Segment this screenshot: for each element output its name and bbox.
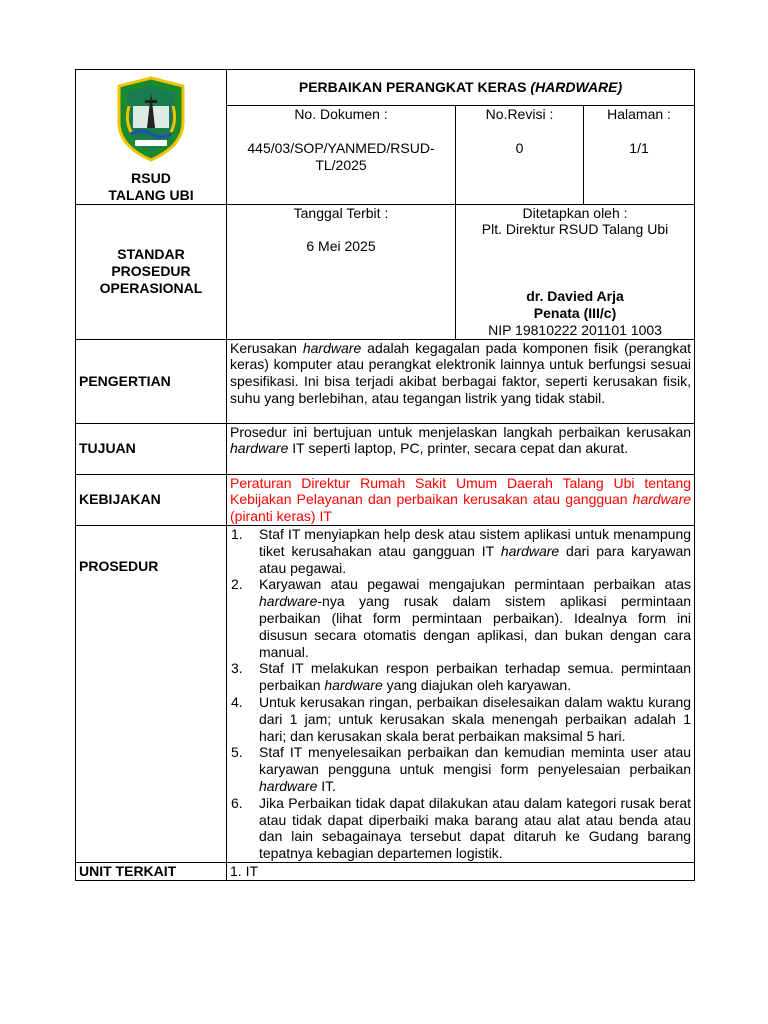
- prosedur-step: [230, 526, 691, 576]
- approval-label: Ditetapkan oleh :: [522, 204, 628, 221]
- step-number: 2.: [231, 576, 243, 593]
- signer-name: dr. Davied Arja: [526, 288, 624, 305]
- revision-cell: [456, 105, 584, 204]
- prosedur-step: [230, 744, 691, 794]
- kebijakan-text-c: (piranti keras) IT: [230, 508, 332, 525]
- doc-number-cell: [227, 105, 456, 204]
- step-text: Karyawan atau pegawai mengajukan permintaan perbaikan atas: [259, 576, 692, 593]
- step-italic: hardware: [324, 677, 383, 694]
- sop-label-line1: STANDAR: [117, 246, 185, 263]
- prosedur-label: PROSEDUR: [79, 557, 159, 574]
- step-text-end: yang diajukan oleh karyawan.: [382, 677, 572, 694]
- prosedur-step: [230, 795, 691, 862]
- sop-label-cell: [76, 204, 227, 339]
- step-italic: hardware: [259, 593, 318, 610]
- sop-document-table: [75, 69, 695, 881]
- step-italic: hardware: [259, 777, 318, 794]
- prosedur-step: [230, 576, 691, 660]
- tujuan-label: TUJUAN: [76, 423, 227, 474]
- page-cell: [584, 105, 695, 204]
- issue-date-label: Tanggal Terbit :: [293, 204, 389, 221]
- step-text: Jika Perbaikan tidak dapat dilakukan atau dalam kategori rusak berat atau tidak dapat diperbaiki maka barang atau alat atau benda atau dan lain sebagainaya tersebut dapat ditaruh ke Gudang barang tepatnya kebagian departemen logistik.: [259, 794, 692, 862]
- prosedur-list: [230, 526, 691, 862]
- issue-date-value: 6 Mei 2025: [306, 238, 376, 255]
- hospital-name-line1: RSUD: [131, 170, 171, 186]
- step-text-end: -nya yang rusak dalam sistem aplikasi permintaan perbaikan (lihat form permintaan perbaikan). Idealnya form ini disusun secara otomatis dengan aplikasi, dan bukan dengan cara manual.: [259, 593, 692, 660]
- step-text: Staf IT melakukan respon perbaikan terhadap semua. permintaan perbaikan: [259, 660, 692, 694]
- revision-label: No.Revisi :: [485, 105, 554, 122]
- issue-date-cell: [227, 204, 456, 339]
- tujuan-text: [227, 423, 695, 474]
- pengertian-text-italic: hardware: [302, 339, 362, 356]
- title-text: PERBAIKAN PERANGKAT KERAS: [298, 79, 531, 96]
- doc-number-label: No. Dokumen :: [294, 105, 388, 122]
- logo-cell: [76, 70, 227, 205]
- kebijakan-label: KEBIJAKAN: [76, 474, 227, 525]
- approval-position: Plt. Direktur RSUD Talang Ubi: [481, 221, 669, 238]
- step-number: 3.: [231, 660, 243, 677]
- tujuan-text-c: IT seperti laptop, PC, printer, secara cepat dan akurat.: [288, 440, 629, 457]
- step-number: 1.: [231, 525, 243, 542]
- revision-value: 0: [515, 139, 524, 156]
- title-italic-text: (HARDWARE): [530, 79, 623, 96]
- step-number: 5.: [231, 744, 243, 761]
- sop-label-line2: PROSEDUR: [111, 263, 191, 280]
- step-number: 6.: [231, 794, 243, 811]
- tujuan-text-italic: hardware: [230, 440, 289, 457]
- prosedur-step: [230, 694, 691, 744]
- unit-terkait-label: UNIT TERKAIT: [76, 862, 227, 880]
- pengertian-text-c: adalah kegagalan pada komponen fisik (perangkat keras) komputer atau perangkat elektronik lainnya untuk berfungsi sesuai spesifikasi. Ini bisa terjadi akibat berbagai faktor, seperti kerusakan fisik, suhu yang berlebihan, atau tegangan listrik yang tidak stabil.: [230, 339, 692, 406]
- signer-rank: Penata (III/c): [533, 304, 617, 321]
- approval-cell: [456, 204, 695, 339]
- step-text: Staf IT menyelesaikan perbaikan dan kemudian meminta user atau karyawan pengguna untuk mengisi form penyelesaian perbaikan: [259, 744, 692, 778]
- unit-terkait-value: 1. IT: [227, 862, 695, 880]
- step-text-end: IT.: [317, 777, 337, 794]
- pengertian-text: [227, 339, 695, 423]
- hospital-name-line2: TALANG UBI: [108, 186, 194, 203]
- pengertian-text-a: Kerusakan: [230, 339, 303, 356]
- step-number: 4.: [231, 693, 243, 710]
- page-value: 1/1: [629, 139, 649, 156]
- kebijakan-text-italic: hardware: [632, 491, 692, 508]
- hospital-logo: [111, 76, 191, 162]
- tujuan-text-a: Prosedur ini bertujuan untuk menjelaskan langkah perbaikan kerusakan: [230, 423, 692, 440]
- document-title: [227, 70, 695, 106]
- step-text-end: dari para karyawan atau pegawai.: [259, 542, 692, 576]
- prosedur-label-cell: [76, 525, 227, 862]
- prosedur-step: [230, 660, 691, 694]
- kebijakan-text-a: Peraturan Direktur Rumah Sakit Umum Daerah Talang Ubi tentang Kebijakan Pelayanan dan perbaikan kerusakan atau gangguan: [230, 474, 692, 508]
- step-text: Untuk kerusakan ringan, perbaikan diselesaikan dalam waktu kurang dari 1 jam; untuk kerusakan skala menengah perbaikan adalah 1 hari; dan kerusakan skala berat perbaikan maksimal 5 hari.: [259, 693, 692, 744]
- pengertian-label: PENGERTIAN: [76, 339, 227, 423]
- prosedur-steps-cell: [227, 525, 695, 862]
- kebijakan-text: [227, 474, 695, 525]
- page-label: Halaman :: [607, 105, 671, 122]
- step-text: Staf IT menyiapkan help desk atau sistem aplikasi untuk menampung tiket kerusahakan atau gangguan IT: [259, 525, 692, 559]
- signer-nip: NIP 19810222 201101 1003: [488, 321, 662, 338]
- step-italic: hardware: [500, 542, 560, 559]
- doc-number-value: 445/03/SOP/YANMED/RSUD-TL/2025: [247, 139, 435, 173]
- sop-label-line3: OPERASIONAL: [99, 279, 203, 296]
